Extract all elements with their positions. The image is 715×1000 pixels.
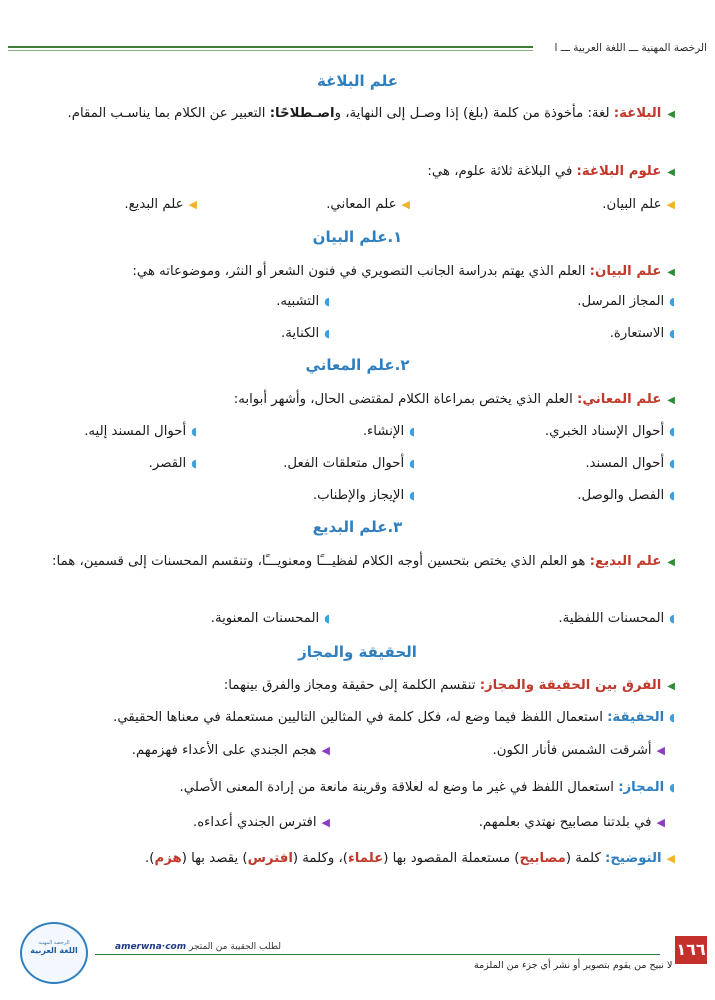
footer-rule — [95, 954, 660, 955]
explain-word: علماء — [347, 851, 384, 866]
example-label: في بلدتنا مصابيح نهتدي بعلمهم. — [478, 815, 652, 830]
bullet-arrow-icon: ◀ — [667, 557, 675, 568]
explanation — [40, 847, 675, 871]
logo-line-1: الرخصة المهنية — [38, 940, 70, 946]
explain-part: كلمة ( — [565, 851, 606, 866]
maani-topic — [545, 424, 675, 439]
haqiqa-definition — [40, 706, 675, 730]
branch-item — [124, 197, 197, 212]
bullet-blue-icon: ◖ — [409, 425, 415, 438]
balagha-text-2: التعبير عن الكلام بما يناسـب المقام. — [67, 106, 270, 121]
majaz-example — [479, 815, 665, 830]
explain-word: هزم — [154, 851, 182, 866]
topic-label: أحوال المسند. — [585, 456, 665, 471]
bayan-term: علم البيان: — [589, 264, 662, 279]
bullet-blue-icon: ◖ — [191, 425, 197, 438]
explain-word: افترس — [247, 851, 293, 866]
branches-term: علوم البلاغة: — [576, 164, 662, 179]
bullet-arrow-icon: ◀ — [667, 681, 675, 692]
haq-term: الحقيقة: — [607, 710, 665, 725]
badee-term: علم البديع: — [589, 554, 662, 569]
bullet-blue-icon: ◖ — [669, 327, 675, 340]
store-site[interactable]: amerwna·com — [115, 942, 187, 952]
example-label: هجم الجندي على الأعداء فهزمهم. — [131, 743, 317, 758]
diff-text: تنقسم الكلمة إلى حقيقة ومجاز والفرق بينهما: — [223, 678, 480, 693]
branches-text: في البلاغة ثلاثة علوم، هي: — [427, 164, 577, 179]
explain-term: التوضيح: — [605, 851, 662, 866]
section-title-haqiqa: الحقيقة والمجاز — [298, 643, 417, 661]
bayan-topic — [577, 294, 675, 309]
branch-item — [602, 197, 675, 212]
topic-label: الكناية. — [280, 326, 320, 341]
bullet-purple-icon: ◀ — [321, 816, 330, 829]
explain-word: مصابيح — [519, 851, 566, 866]
bullet-blue-icon: ◖ — [669, 781, 675, 794]
balagha-term-2: اصـطلاحًا: — [269, 106, 335, 121]
bullet-blue-icon: ◖ — [669, 457, 675, 470]
explain-part: ). — [145, 851, 155, 866]
badee-type — [211, 611, 330, 626]
topic-label: أحوال متعلقات الفعل. — [283, 456, 405, 471]
topic-label: الإنشاء. — [362, 424, 405, 439]
maani-topic — [84, 424, 197, 439]
header-title: الرخصة المهنية ـــ اللغة العربية ـــ ا — [554, 42, 707, 54]
haq-text: استعمال اللفظ فيما وضع له، فكل كلمة في المثالين التاليين مستعملة في معناها الحقيقي. — [113, 710, 608, 725]
example-label: افترس الجندي أعداءه. — [192, 815, 317, 830]
branch-item — [326, 197, 410, 212]
bullet-yellow-icon: ◀ — [666, 852, 675, 865]
header-rule — [8, 46, 533, 48]
branch-label: علم المعاني. — [326, 197, 397, 212]
bullet-blue-icon: ◖ — [669, 612, 675, 625]
topic-label: أحوال المسند إليه. — [84, 424, 187, 439]
type-label: المحسنات اللفظية. — [558, 611, 665, 626]
majaz-definition — [40, 776, 675, 800]
majaz-term: المجاز: — [618, 780, 665, 795]
bullet-blue-icon: ◖ — [409, 489, 415, 502]
type-label: المحسنات المعنوية. — [210, 611, 320, 626]
bullet-yellow-icon: ◀ — [666, 198, 675, 211]
bullet-yellow-icon: ◀ — [401, 198, 410, 211]
badee-type — [558, 611, 675, 626]
explain-part: ) مستعملة المقصود بها ( — [383, 851, 520, 866]
header-rule-thin — [8, 50, 533, 51]
bayan-topic — [276, 294, 330, 309]
bullet-blue-icon: ◖ — [669, 489, 675, 502]
badee-text: هو العلم الذي يختص بتحسين أوجه الكلام لفظيـــًا ومعنويـــًا، وتنقسم المحسنات إلى قسمين، هما: — [52, 554, 590, 569]
bullet-blue-icon: ◖ — [409, 457, 415, 470]
bullet-blue-icon: ◖ — [191, 457, 197, 470]
topic-label: القصر. — [148, 456, 187, 471]
topic-label: الاستعارة. — [609, 326, 665, 341]
bullet-yellow-icon: ◀ — [188, 198, 197, 211]
bullet-blue-icon: ◖ — [669, 425, 675, 438]
majaz-text: استعمال اللفظ في غير ما وضع له لعلاقة وقرينة مانعة من إرادة المعنى الأصلي. — [179, 780, 619, 795]
balagha-term: البلاغة: — [613, 106, 662, 121]
section-title-bayan: ١.علم البيان — [312, 228, 403, 246]
branch-label: علم البيان. — [602, 197, 662, 212]
branch-label: علم البديع. — [124, 197, 184, 212]
diff-term: الفرق بين الحقيقة والمجاز: — [479, 678, 662, 693]
topic-label: التشبيه. — [276, 294, 320, 309]
example-label: أشرقت الشمس فأنار الكون. — [492, 743, 652, 758]
section-title-badee: ٣.علم البديع — [312, 518, 403, 536]
bullet-purple-icon: ◀ — [656, 816, 665, 829]
bullet-blue-icon: ◖ — [324, 327, 330, 340]
maani-topic — [149, 456, 197, 471]
section-title-maani: ٢.علم المعاني — [305, 356, 410, 374]
bayan-definition — [40, 260, 675, 285]
maani-topic — [313, 488, 415, 503]
logo-line-2: اللغة العربية — [30, 946, 78, 955]
bayan-text: العلم الذي يهتم بدراسة الجانب التصويري في فنون الشعر أو النثر، وموضوعاته هي: — [132, 264, 590, 279]
bullet-blue-icon: ◖ — [324, 612, 330, 625]
topic-label: الفصل والوصل. — [577, 488, 665, 503]
bullet-purple-icon: ◀ — [656, 744, 665, 757]
maani-term: علم المعاني: — [577, 392, 662, 407]
explain-part: )، وكلمة ( — [292, 851, 348, 866]
bullet-blue-icon: ◖ — [669, 711, 675, 724]
maani-topic — [363, 424, 415, 439]
bayan-topic — [610, 326, 675, 341]
bullet-purple-icon: ◀ — [321, 744, 330, 757]
balagha-branches-intro — [40, 160, 675, 185]
bullet-arrow-icon: ◀ — [667, 267, 675, 278]
balagha-definition — [40, 102, 675, 127]
haq-example — [492, 743, 665, 758]
maani-text: العلم الذي يختص بمراعاة الكلام لمقتضى الحال، وأشهر أبوابه: — [233, 392, 577, 407]
majaz-example — [193, 815, 330, 830]
maani-definition — [40, 388, 675, 413]
bullet-arrow-icon: ◀ — [667, 395, 675, 406]
topic-label: الإيجاز والإطناب. — [312, 488, 405, 503]
haqiqa-diff — [40, 674, 675, 699]
store-prefix: لطلب الحقيبة من المتجر — [188, 942, 281, 952]
maani-topic — [585, 456, 675, 471]
topic-label: المجاز المرسل. — [577, 294, 665, 309]
publisher-logo — [20, 922, 88, 984]
balagha-text-1: لغة: مأخوذة من كلمة (بلغ) إذا وصـل إلى النهاية، و — [334, 106, 614, 121]
page-number: ١٦٦ — [675, 936, 707, 964]
badee-definition — [40, 550, 675, 575]
bayan-topic — [281, 326, 330, 341]
bullet-blue-icon: ◖ — [669, 295, 675, 308]
explain-part: ) يقصد بها ( — [181, 851, 248, 866]
bullet-blue-icon: ◖ — [324, 295, 330, 308]
copyright-warning: لا نبيح من يقوم بتصوير أو نشر أي جزء من الملزمة — [474, 960, 673, 971]
haq-example — [132, 743, 330, 758]
maani-topic — [283, 456, 415, 471]
store-note — [115, 942, 281, 952]
topic-label: أحوال الإسناد الخبري. — [544, 424, 665, 439]
section-title-balagha: علم البلاغة — [317, 72, 398, 90]
bullet-arrow-icon: ◀ — [667, 167, 675, 178]
maani-topic — [577, 488, 675, 503]
bullet-arrow-icon: ◀ — [667, 109, 675, 120]
